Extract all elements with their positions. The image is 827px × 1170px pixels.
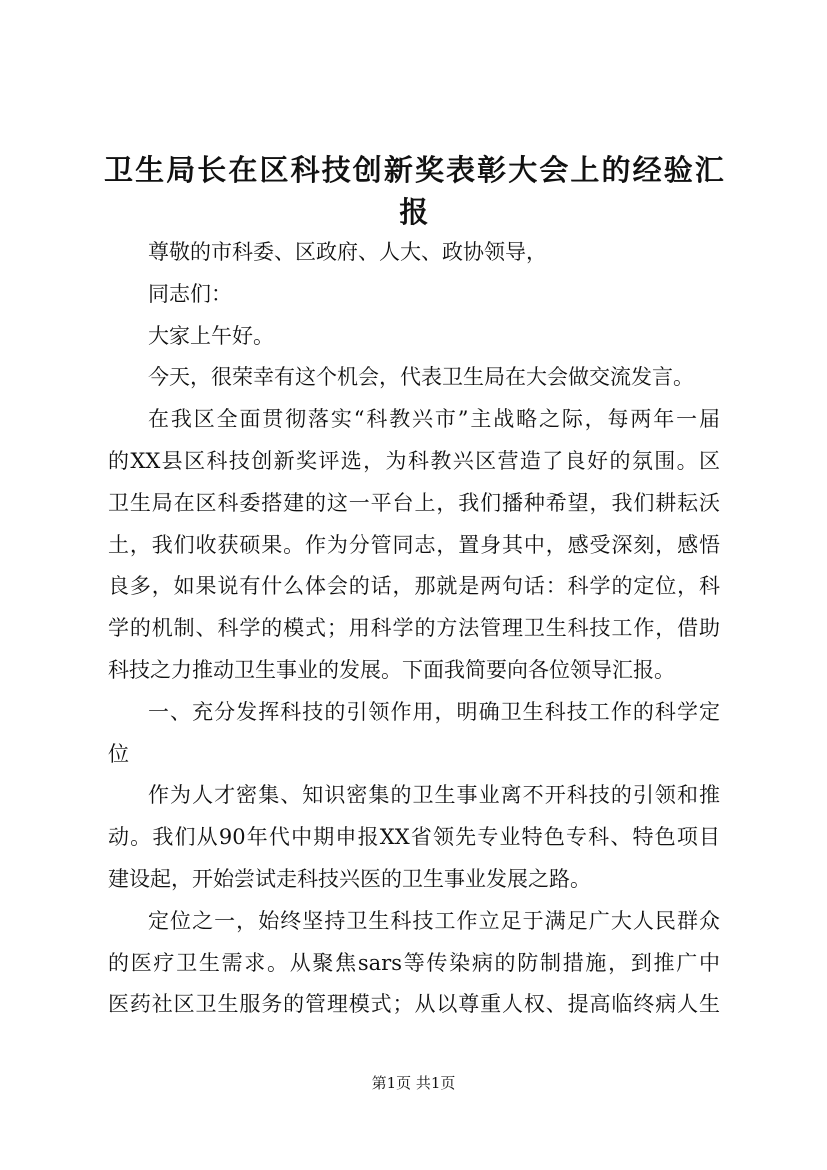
paragraph [108,775,720,900]
paragraph-line: 的医疗卫生需求。从聚焦sars等传染病的防制措施，到推广中 [108,950,720,975]
paragraph [108,232,720,274]
paragraph-line: 一、充分发挥科技的引领作用，明确卫生科技工作的科学定 [148,699,720,724]
paragraph [108,901,720,1026]
paragraph [108,692,720,776]
title-line: 卫生局长在区科技创新奖表彰大会上的经验汇 [104,153,724,187]
paragraph-line: 医药社区卫生服务的管理模式；从以尊重人权、提高临终病人生 [108,992,720,1017]
document-body [108,232,720,1026]
paragraph-line: 学的机制、科学的模式；用科学的方法管理卫生科技工作，借助 [108,616,720,641]
paragraph-line: 作为人才密集、知识密集的卫生事业离不开科技的引领和推 [148,783,720,808]
paragraph-line: 尊敬的市科委、区政府、人大、政协领导， [148,240,547,264]
paragraph [108,357,720,399]
paragraph-line: 科技之力推动卫生事业的发展。下面我简要向各位领导汇报。 [108,657,675,682]
paragraph-line: 卫生局在区科委搭建的这一平台上，我们播种希望，我们耕耘沃 [108,490,720,515]
paragraph [108,316,720,358]
paragraph-line: 在我区全面贯彻落实“科教兴市”主战略之际，每两年一届 [148,407,720,432]
paragraph-line: 的XX县区科技创新奖评选，为科教兴区营造了良好的氛围。区 [108,448,720,473]
paragraph-line: 定位之一，始终坚持卫生科技工作立足于满足广大人民群众 [148,908,720,933]
paragraph-line: 土，我们收获硕果。作为分管同志，置身其中，感受深刻，感悟 [108,532,720,557]
paragraph-line: 同志们： [148,281,232,306]
paragraph-line: 大家上午好。 [148,323,274,348]
paragraph [108,274,720,316]
paragraph-line: 建设起，开始尝试走科技兴医的卫生事业发展之路。 [108,866,591,891]
paragraph-line: 动。我们从90年代中期申报XX省领先专业特色专科、特色项目 [108,825,720,850]
document-title [104,150,724,234]
paragraph [108,399,720,692]
page-footer: 第1页 共1页 [371,1074,456,1092]
title-line: 报 [399,194,429,229]
paragraph-line: 位 [108,741,129,766]
paragraph-line: 良多，如果说有什么体会的话，那就是两句话：科学的定位，科 [108,574,720,599]
paragraph-line: 今天，很荣幸有这个机会，代表卫生局在大会做交流发言。 [148,365,694,390]
